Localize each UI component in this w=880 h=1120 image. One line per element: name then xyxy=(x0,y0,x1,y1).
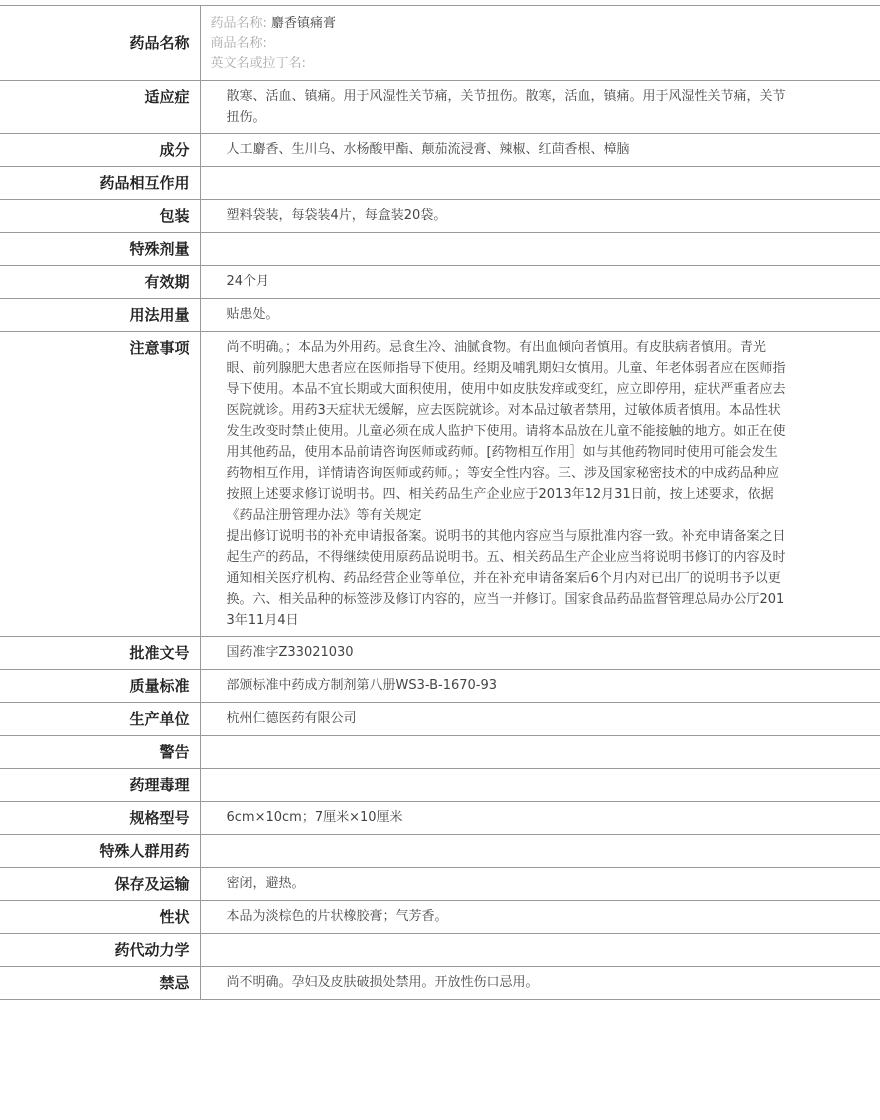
label-contraindications: 禁忌 xyxy=(0,967,200,1000)
label-special-population: 特殊人群用药 xyxy=(0,835,200,868)
label-precautions: 注意事项 xyxy=(0,332,200,637)
value-special-population xyxy=(200,835,880,868)
value-expiry: 24个月 xyxy=(200,266,880,299)
value-warning xyxy=(200,736,880,769)
value-interactions xyxy=(200,167,880,200)
value-precautions xyxy=(200,332,880,637)
label-quality-standard: 质量标准 xyxy=(0,670,200,703)
drug-info-table xyxy=(0,5,880,1000)
label-warning: 警告 xyxy=(0,736,200,769)
value-pharmacokinetics xyxy=(200,934,880,967)
label-usage: 用法用量 xyxy=(0,299,200,332)
label-manufacturer: 生产单位 xyxy=(0,703,200,736)
row-precautions xyxy=(0,332,880,637)
label-approval-number: 批准文号 xyxy=(0,637,200,670)
row-usage xyxy=(0,299,880,332)
label-description: 性状 xyxy=(0,901,200,934)
row-storage xyxy=(0,868,880,901)
label-expiry: 有效期 xyxy=(0,266,200,299)
value-special-dosage xyxy=(200,233,880,266)
row-special-population xyxy=(0,835,880,868)
label-pharmacokinetics: 药代动力学 xyxy=(0,934,200,967)
row-pharmacokinetics xyxy=(0,934,880,967)
row-approval-number xyxy=(0,637,880,670)
value-ingredients: 人工麝香、生川乌、水杨酸甲酯、颠茄流浸膏、辣椒、红茴香根、樟脑 xyxy=(200,134,880,167)
drug-name-line: 药品名称: 麝香镇痛膏 xyxy=(210,16,337,31)
label-interactions: 药品相互作用 xyxy=(0,167,200,200)
row-specification xyxy=(0,802,880,835)
value-indications: 散寒、活血、镇痛。用于风湿性关节痛，关节扭伤。散寒，活血，镇痛。用于风湿性关节痛，关节扭伤。 xyxy=(200,81,880,134)
label-special-dosage: 特殊剂量 xyxy=(0,233,200,266)
label-drug-name: 药品名称 xyxy=(0,6,200,81)
row-description xyxy=(0,901,880,934)
row-contraindications xyxy=(0,967,880,1000)
row-interactions xyxy=(0,167,880,200)
value-specification: 6cm×10cm；7厘米×10厘米 xyxy=(200,802,880,835)
label-specification: 规格型号 xyxy=(0,802,200,835)
value-approval-number: 国药准字Z33021030 xyxy=(200,637,880,670)
row-drug-name xyxy=(0,6,880,81)
row-ingredients xyxy=(0,134,880,167)
label-ingredients: 成分 xyxy=(0,134,200,167)
trade-name-line: 商品名称: xyxy=(210,36,267,51)
value-quality-standard: 部颁标准中药成方制剂第八册WS3-B-1670-93 xyxy=(200,670,880,703)
value-storage: 密闭，避热。 xyxy=(200,868,880,901)
row-warning xyxy=(0,736,880,769)
label-indications: 适应症 xyxy=(0,81,200,134)
row-quality-standard xyxy=(0,670,880,703)
row-manufacturer xyxy=(0,703,880,736)
drug-name-block xyxy=(200,6,880,81)
row-indications xyxy=(0,81,880,134)
precautions-continuation: 提出修订说明书的补充申请报备案。说明书的其他内容应当与原批准内容一致。补充申请备案之日起生产的药品，不得继续使用原药品说明书。五、相关药品生产企业应当将说明书修订的内容及时通知相关医疗机构、药品经营企业等单位，并在补充申请备案后6个月内对已出厂的说明书予以更换。六、相关品种的标签涉及修订内容的，应当一并修订。国家食品药品监督管理总局办公厅2013年11月4日 xyxy=(226,529,786,628)
value-usage: 贴患处。 xyxy=(200,299,880,332)
english-name-line: 英文名或拉丁名: xyxy=(210,56,306,71)
drug-name-value: 麝香镇痛膏 xyxy=(271,16,337,31)
value-manufacturer: 杭州仁德医药有限公司 xyxy=(200,703,880,736)
label-storage: 保存及运输 xyxy=(0,868,200,901)
value-description: 本品为淡棕色的片状橡胶膏；气芳香。 xyxy=(200,901,880,934)
value-pharmacology xyxy=(200,769,880,802)
precautions-text: 尚不明确。；本品为外用药。忌食生冷、油腻食物。有出血倾向者慎用。有皮肤病者慎用。青光眼、前列腺肥大患者应在医师指导下使用。经期及哺乳期妇女慎用。儿童、年老体弱者应在医师指导下使用。本品不宜长期或大面积使用，使用中如皮肤发痒或变红，应立即停用，症状严重者应去医院就诊。用药3天症状无缓解，应去医院就诊。对本品过敏者禁用，过敏体质者慎用。本品性状发生改变时禁止使用。儿童必须在成人监护下使用。请将本品放在儿童不能接触的地方。如正在使用其他药品，使用本品前请咨询医师或药师。[药物相互作用］如与其他药物同时使用可能会发生药物相互作用，详情请咨询医师或药师。；等安全性内容。三、涉及国家秘密技术的中成药品种应按照上述要求修订说明书。四、相关药品生产企业应于2013年12月31日前，按上述要求，依据《药品注册管理办法》等有关规定 xyxy=(226,340,786,523)
value-packaging: 塑料袋装，每袋装4片，每盒装20袋。 xyxy=(200,200,880,233)
row-expiry xyxy=(0,266,880,299)
row-pharmacology xyxy=(0,769,880,802)
row-special-dosage xyxy=(0,233,880,266)
value-contraindications: 尚不明确。孕妇及皮肤破损处禁用。开放性伤口忌用。 xyxy=(200,967,880,1000)
label-packaging: 包装 xyxy=(0,200,200,233)
row-packaging xyxy=(0,200,880,233)
label-pharmacology: 药理毒理 xyxy=(0,769,200,802)
